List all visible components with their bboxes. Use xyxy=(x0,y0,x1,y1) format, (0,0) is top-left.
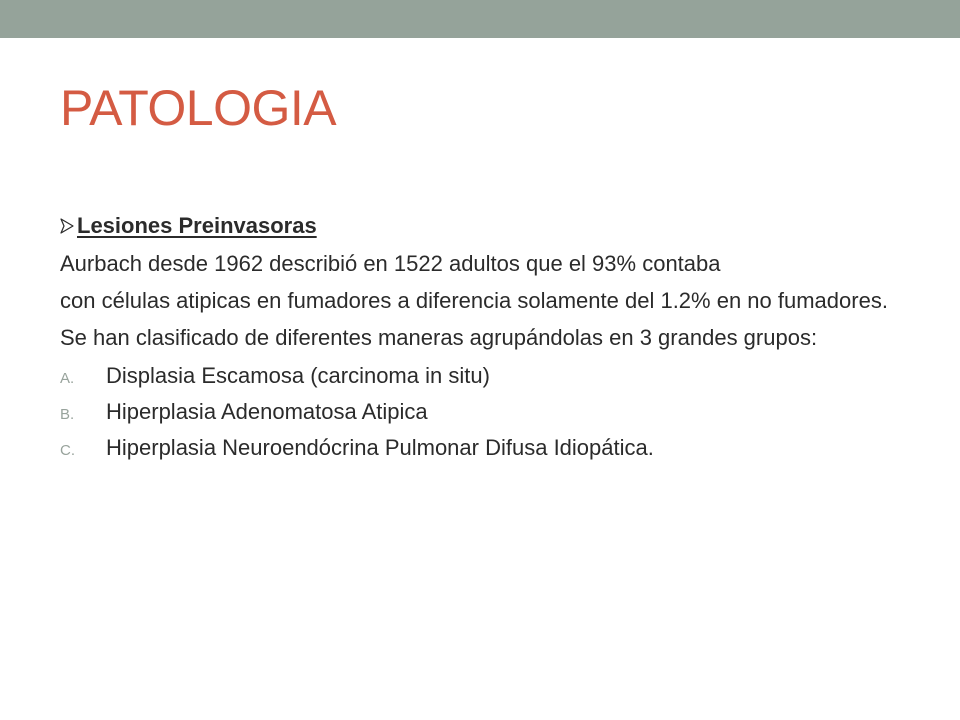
groups-list xyxy=(60,361,900,469)
top-accent-bar xyxy=(0,0,960,38)
list-item-text: Hiperplasia Adenomatosa Atipica xyxy=(106,399,428,424)
list-marker: C. xyxy=(60,442,75,459)
list-item xyxy=(60,397,900,433)
list-marker: A. xyxy=(60,370,75,387)
list-marker: B. xyxy=(60,406,75,423)
list-item-text: Displasia Escamosa (carcinoma in situ) xyxy=(106,363,490,388)
section-heading xyxy=(60,210,900,242)
paragraph-2: con células atipicas en fumadores a diferencia solamente del 1.2% en no fumadores. xyxy=(60,288,888,313)
list-item-text: Hiperplasia Neuroendócrina Pulmonar Difusa Idiopática. xyxy=(106,435,654,460)
arrow-bullet-icon xyxy=(60,218,74,234)
list-item xyxy=(60,361,900,397)
slide-title: PATOLOGIA xyxy=(60,80,337,136)
section-heading-text: Lesiones Preinvasoras xyxy=(77,213,317,238)
paragraph-1: Aurbach desde 1962 describió en 1522 adultos que el 93% contaba xyxy=(60,251,721,276)
list-item xyxy=(60,433,900,469)
slide-body xyxy=(60,210,900,469)
paragraph-3: Se han clasificado de diferentes maneras agrupándolas en 3 grandes grupos: xyxy=(60,325,818,350)
